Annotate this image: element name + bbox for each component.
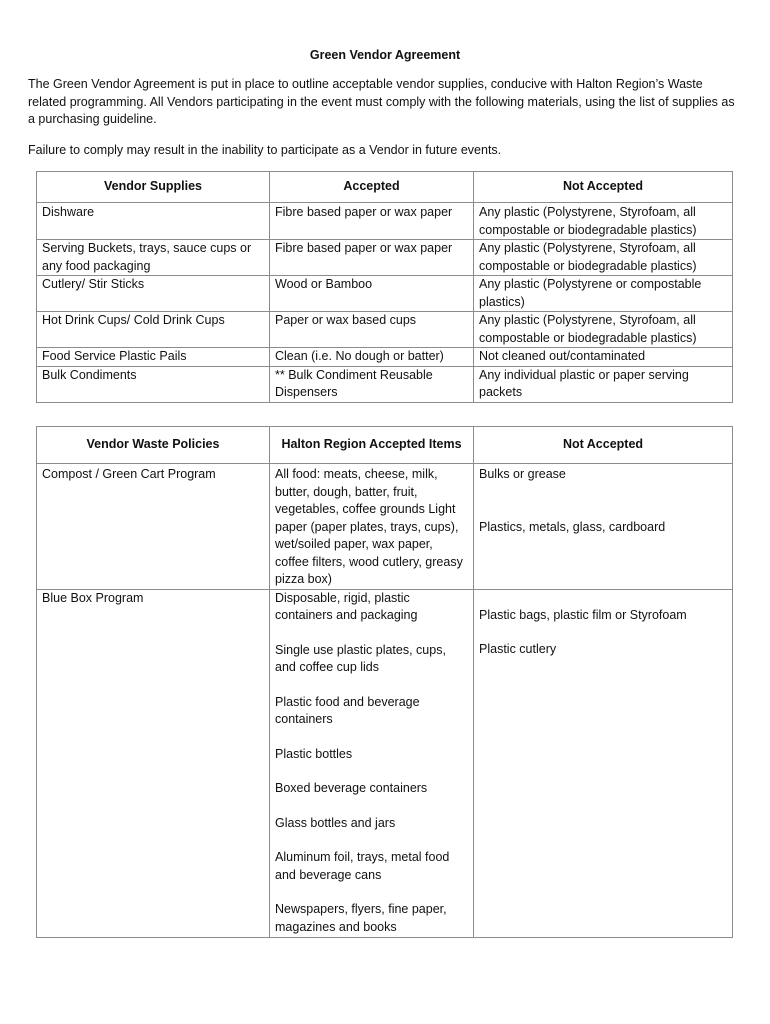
policy-name: Blue Box Program [37,589,270,937]
table-header-row [37,172,733,203]
table-row [37,203,733,240]
accepted-cell: Paper or wax based cups [270,312,474,348]
intro-paragraph: The Green Vendor Agreement is put in place to outline acceptable vendor supplies, conducive with Halton Region’s Waste related programming. All Vendors participating in the event must comply with the following materials, using the list of supplies as a purchasing guideline. [28,77,735,126]
accepted-items-cell: All food: meats, cheese, milk, butter, dough, batter, fruit, vegetables, coffee grounds Light paper (paper plates, trays, cups), wet/soiled paper, wax paper, coffee filters, wood cutlery, greasy pizza box) [270,464,474,590]
supply-item: Cutlery/ Stir Sticks [37,276,270,312]
warning-paragraph: Failure to comply may result in the inability to participate as a Vendor in future events. [28,143,502,157]
not-accepted-cell: Any individual plastic or paper serving packets [474,366,733,402]
list-item: Newspapers, flyers, fine paper, magazines and books [275,902,447,934]
list-item: Boxed beverage containers [275,781,428,795]
table-row [37,312,733,348]
not-accepted-cell [474,464,733,590]
table-row [37,589,733,937]
column-header: Vendor Supplies [37,172,270,203]
list-item: Plastic food and beverage containers [275,694,420,726]
column-header: Not Accepted [474,427,733,464]
table-row [37,276,733,312]
accepted-items-cell [270,589,474,937]
list-item: Plastic bags, plastic film or Styrofoam [479,607,687,622]
supply-item: Bulk Condiments [37,366,270,402]
column-header: Vendor Waste Policies [37,427,270,464]
not-accepted-cell: Any plastic (Polystyrene, Styrofoam, all compostable or biodegradable plastics) [474,203,733,240]
not-accepted-cell: Any plastic (Polystyrene, Styrofoam, all compostable or biodegradable plastics) [474,312,733,348]
supply-item: Dishware [37,203,270,240]
vendor-supplies-table [36,171,733,403]
accepted-cell: Clean (i.e. No dough or batter) [270,348,474,367]
table-row [37,348,733,367]
not-accepted-cell: Any plastic (Polystyrene or compostable plastics) [474,276,733,312]
vendor-waste-policies-table [36,426,733,938]
not-accepted-cell [474,589,733,937]
table-row [37,366,733,402]
table-header-row [37,427,733,464]
column-header: Not Accepted [474,172,733,203]
list-item: Plastics, metals, glass, cardboard [479,519,666,534]
table-row [37,464,733,590]
not-accepted-cell: Any plastic (Polystyrene, Styrofoam, all compostable or biodegradable plastics) [474,240,733,276]
column-header: Accepted [270,172,474,203]
supply-item: Hot Drink Cups/ Cold Drink Cups [37,312,270,348]
list-item: Disposable, rigid, plastic containers and packaging [275,590,418,622]
accepted-cell: Fibre based paper or wax paper [270,203,474,240]
list-item: Plastic cutlery [479,642,557,656]
list-item: Bulks or grease [479,467,566,481]
accepted-cell: Fibre based paper or wax paper [270,240,474,276]
table-row [37,240,733,276]
not-accepted-cell: Not cleaned out/contaminated [474,348,733,367]
policy-name: Compost / Green Cart Program [37,464,270,590]
accepted-cell: Wood or Bamboo [270,276,474,312]
list-item: Plastic bottles [275,746,353,761]
supply-item: Serving Buckets, trays, sauce cups or any food packaging [37,240,270,276]
supply-item: Food Service Plastic Pails [37,348,270,367]
document-title: Green Vendor Agreement [309,48,461,62]
list-item: Glass bottles and jars [275,815,396,830]
column-header: Halton Region Accepted Items [270,427,474,464]
list-item: Single use plastic plates, cups, and coffee cup lids [275,642,446,674]
list-item: Aluminum foil, trays, metal food and beverage cans [275,850,450,882]
accepted-cell: ** Bulk Condiment Reusable Dispensers [270,366,474,402]
